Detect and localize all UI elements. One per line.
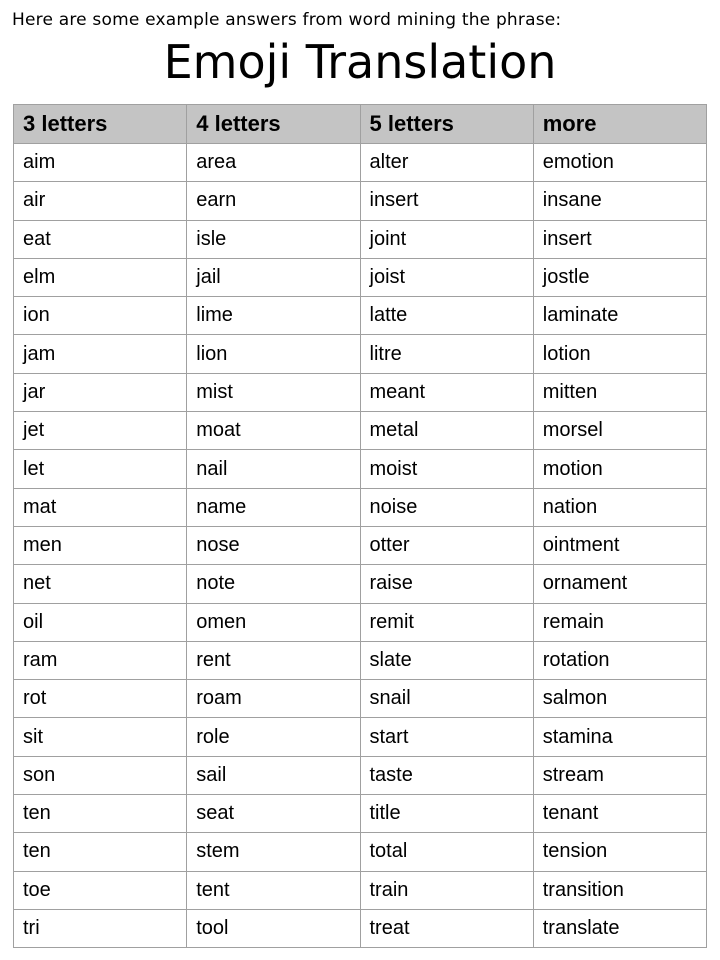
table-cell: joint bbox=[360, 220, 533, 258]
table-cell: latte bbox=[360, 297, 533, 335]
table-cell: transition bbox=[533, 871, 706, 909]
table-cell: lime bbox=[187, 297, 360, 335]
table-cell: insane bbox=[533, 182, 706, 220]
table-row bbox=[14, 412, 707, 450]
table-cell: rent bbox=[187, 641, 360, 679]
table-cell: role bbox=[187, 718, 360, 756]
table-cell: omen bbox=[187, 603, 360, 641]
table-row bbox=[14, 335, 707, 373]
table-row bbox=[14, 373, 707, 411]
table-cell: roam bbox=[187, 680, 360, 718]
table-cell: men bbox=[14, 526, 187, 564]
table-cell: let bbox=[14, 450, 187, 488]
table-cell: nose bbox=[187, 526, 360, 564]
table-cell: air bbox=[14, 182, 187, 220]
table-cell: rot bbox=[14, 680, 187, 718]
table-cell: ornament bbox=[533, 565, 706, 603]
table-cell: raise bbox=[360, 565, 533, 603]
table-cell: noise bbox=[360, 488, 533, 526]
table-row bbox=[14, 756, 707, 794]
table-cell: jet bbox=[14, 412, 187, 450]
table-cell: stream bbox=[533, 756, 706, 794]
table-cell: area bbox=[187, 144, 360, 182]
table-cell: eat bbox=[14, 220, 187, 258]
table-cell: motion bbox=[533, 450, 706, 488]
table-cell: mist bbox=[187, 373, 360, 411]
column-header: more bbox=[533, 105, 706, 144]
table-cell: jam bbox=[14, 335, 187, 373]
table-row bbox=[14, 258, 707, 296]
table-cell: jostle bbox=[533, 258, 706, 296]
table-row bbox=[14, 565, 707, 603]
table-row bbox=[14, 450, 707, 488]
table-row bbox=[14, 871, 707, 909]
table-cell: ion bbox=[14, 297, 187, 335]
table-cell: ram bbox=[14, 641, 187, 679]
column-header: 3 letters bbox=[14, 105, 187, 144]
table-row bbox=[14, 220, 707, 258]
table-cell: isle bbox=[187, 220, 360, 258]
table-cell: stamina bbox=[533, 718, 706, 756]
table-cell: note bbox=[187, 565, 360, 603]
table-cell: meant bbox=[360, 373, 533, 411]
table-row bbox=[14, 526, 707, 564]
table-cell: otter bbox=[360, 526, 533, 564]
table-cell: seat bbox=[187, 795, 360, 833]
table-cell: metal bbox=[360, 412, 533, 450]
table-cell: ten bbox=[14, 795, 187, 833]
table-cell: slate bbox=[360, 641, 533, 679]
table-cell: son bbox=[14, 756, 187, 794]
table-cell: treat bbox=[360, 909, 533, 947]
table-row bbox=[14, 182, 707, 220]
column-header: 5 letters bbox=[360, 105, 533, 144]
table-cell: title bbox=[360, 795, 533, 833]
word-table bbox=[13, 104, 707, 948]
header-row bbox=[14, 105, 707, 144]
table-cell: joist bbox=[360, 258, 533, 296]
table-cell: moat bbox=[187, 412, 360, 450]
table-row bbox=[14, 488, 707, 526]
table-cell: insert bbox=[533, 220, 706, 258]
table-cell: tent bbox=[187, 871, 360, 909]
table-row bbox=[14, 680, 707, 718]
table-cell: ten bbox=[14, 833, 187, 871]
table-cell: taste bbox=[360, 756, 533, 794]
table-cell: tenant bbox=[533, 795, 706, 833]
table-cell: emotion bbox=[533, 144, 706, 182]
table-cell: stem bbox=[187, 833, 360, 871]
table-row bbox=[14, 833, 707, 871]
table-cell: total bbox=[360, 833, 533, 871]
table-cell: tension bbox=[533, 833, 706, 871]
table-cell: elm bbox=[14, 258, 187, 296]
table-cell: snail bbox=[360, 680, 533, 718]
table-cell: name bbox=[187, 488, 360, 526]
table-row bbox=[14, 909, 707, 947]
table-cell: net bbox=[14, 565, 187, 603]
table-cell: lotion bbox=[533, 335, 706, 373]
table-cell: insert bbox=[360, 182, 533, 220]
table-cell: mat bbox=[14, 488, 187, 526]
table-cell: moist bbox=[360, 450, 533, 488]
table-cell: remain bbox=[533, 603, 706, 641]
table-body bbox=[14, 144, 707, 948]
table-cell: laminate bbox=[533, 297, 706, 335]
table-cell: remit bbox=[360, 603, 533, 641]
table-cell: rotation bbox=[533, 641, 706, 679]
table-cell: aim bbox=[14, 144, 187, 182]
table-cell: sit bbox=[14, 718, 187, 756]
page-title: Emoji Translation bbox=[163, 35, 557, 89]
table-cell: nation bbox=[533, 488, 706, 526]
table-cell: mitten bbox=[533, 373, 706, 411]
table-row bbox=[14, 795, 707, 833]
table-row bbox=[14, 641, 707, 679]
table-cell: ointment bbox=[533, 526, 706, 564]
table-cell: train bbox=[360, 871, 533, 909]
table-cell: alter bbox=[360, 144, 533, 182]
subtitle: Here are some example answers from word mining the phrase: bbox=[12, 10, 562, 30]
table-row bbox=[14, 603, 707, 641]
table-cell: tri bbox=[14, 909, 187, 947]
table-cell: toe bbox=[14, 871, 187, 909]
table-cell: start bbox=[360, 718, 533, 756]
table-cell: jar bbox=[14, 373, 187, 411]
table-cell: litre bbox=[360, 335, 533, 373]
table-cell: translate bbox=[533, 909, 706, 947]
table-row bbox=[14, 297, 707, 335]
table-cell: tool bbox=[187, 909, 360, 947]
column-header: 4 letters bbox=[187, 105, 360, 144]
table-cell: nail bbox=[187, 450, 360, 488]
table-cell: earn bbox=[187, 182, 360, 220]
table-row bbox=[14, 718, 707, 756]
table-cell: sail bbox=[187, 756, 360, 794]
table-row bbox=[14, 144, 707, 182]
table-cell: jail bbox=[187, 258, 360, 296]
table-cell: salmon bbox=[533, 680, 706, 718]
table-cell: lion bbox=[187, 335, 360, 373]
table-cell: oil bbox=[14, 603, 187, 641]
table-cell: morsel bbox=[533, 412, 706, 450]
